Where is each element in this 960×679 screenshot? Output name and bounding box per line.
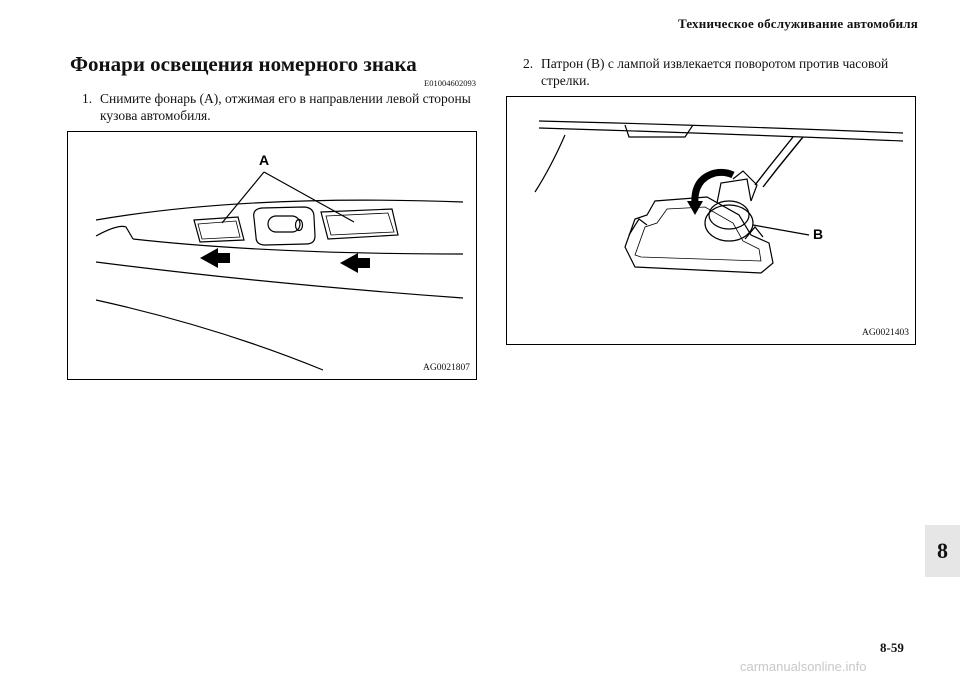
figure-code: AG0021807: [423, 363, 470, 373]
section-code: E01004602093: [424, 78, 476, 88]
step-1: [82, 90, 482, 124]
figure-lamp-removal: [67, 131, 477, 380]
chapter-header-title: Техническое обслуживание автомобиля: [677, 16, 918, 31]
step-2: [523, 55, 923, 89]
section-title: Фонари освещения номерного знака: [70, 52, 417, 76]
callout-a-label: A: [259, 152, 270, 168]
socket-removal-illustration: [507, 97, 915, 344]
page-number: 8-59: [880, 640, 904, 655]
chapter-tab: [925, 525, 960, 577]
lamp-removal-illustration: [68, 132, 476, 379]
step-text: Снимите фонарь (A), отжимая его в направлении левой стороны кузова автомобиля.: [100, 91, 471, 123]
step-number: 2.: [523, 56, 534, 71]
figure-code: AG0021403: [862, 328, 909, 338]
chapter-number: 8: [937, 538, 948, 563]
callout-b-label: B: [813, 226, 824, 242]
step-number: 1.: [82, 91, 93, 106]
step-text: Патрон (B) с лампой извлекается поворотом против часовой стрелки.: [541, 56, 889, 88]
figure-socket-removal: [506, 96, 916, 345]
watermark: carmanualsonline.info: [740, 659, 867, 674]
